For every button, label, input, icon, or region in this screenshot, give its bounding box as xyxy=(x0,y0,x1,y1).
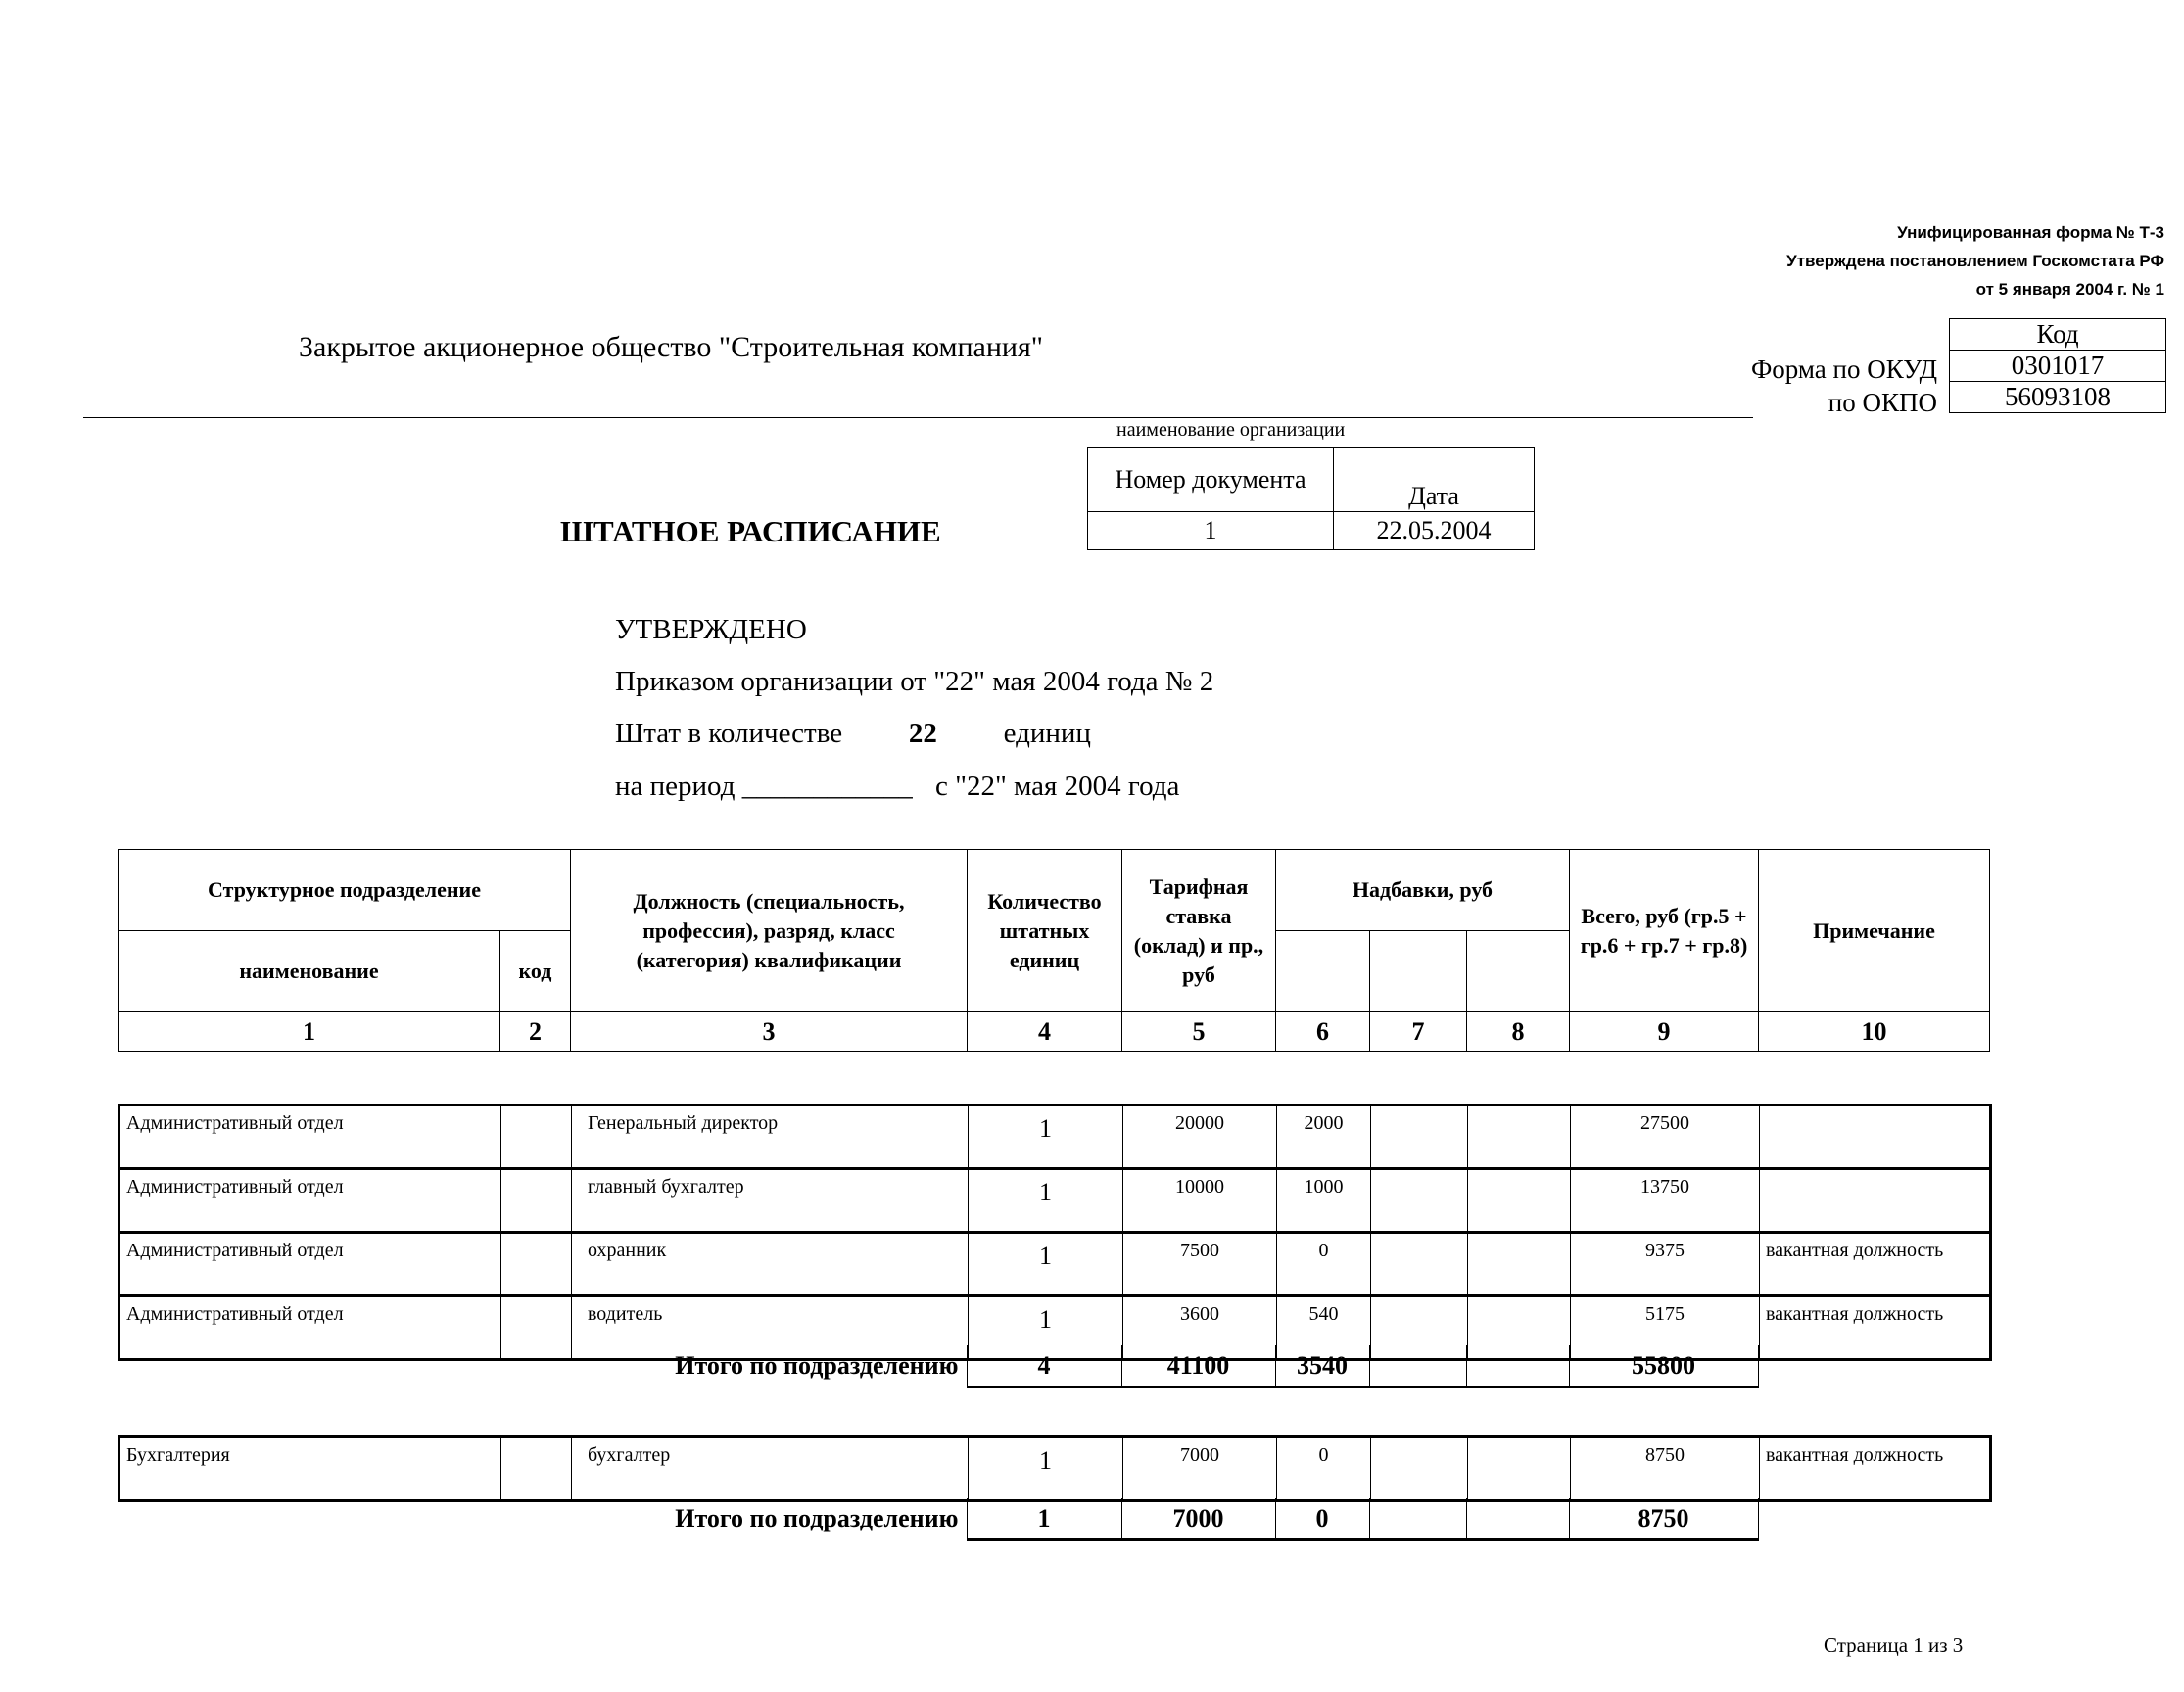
cell-allowance-7 xyxy=(1371,1169,1468,1233)
th-allowance-7 xyxy=(1370,931,1467,1012)
th-allowances: Надбавки, руб xyxy=(1276,850,1570,931)
cell-note: вакантная должность xyxy=(1760,1233,1991,1296)
col-number-3: 3 xyxy=(571,1012,968,1052)
cell-allowance-6: 1000 xyxy=(1277,1169,1371,1233)
cell-count: 1 xyxy=(969,1296,1123,1360)
doc-number-header: Номер документа xyxy=(1088,448,1334,512)
cell-code xyxy=(501,1437,572,1501)
col-number-10: 10 xyxy=(1759,1012,1990,1052)
cell-dept: Административный отдел xyxy=(119,1233,501,1296)
form-header-line3: от 5 января 2004 г. № 1 xyxy=(1975,280,2164,299)
section-1-total xyxy=(118,1345,1759,1388)
th-count: Количество штатных единиц xyxy=(968,850,1122,1012)
cell-allowance-6: 0 xyxy=(1277,1437,1371,1501)
cell-code xyxy=(501,1233,572,1296)
doc-number: 1 xyxy=(1088,512,1334,550)
cell-dept: Бухгалтерия xyxy=(119,1437,501,1501)
cell-allowance-8 xyxy=(1468,1169,1571,1233)
cell-note xyxy=(1760,1169,1991,1233)
cell-rate: 20000 xyxy=(1123,1105,1277,1169)
th-note: Примечание xyxy=(1759,850,1990,1012)
section-2-rows xyxy=(118,1435,1992,1502)
total-allowance-8 xyxy=(1466,1498,1569,1540)
table-row xyxy=(119,1233,1991,1296)
cell-total: 8750 xyxy=(1571,1437,1760,1501)
cell-position: Генеральный директор xyxy=(572,1105,969,1169)
cell-allowance-7 xyxy=(1371,1105,1468,1169)
th-struct-unit: Структурное подразделение xyxy=(119,850,571,931)
cell-dept: Административный отдел xyxy=(119,1296,501,1360)
cell-code xyxy=(501,1105,572,1169)
col-number-4: 4 xyxy=(968,1012,1122,1052)
cell-count: 1 xyxy=(969,1233,1123,1296)
form-header-line1: Унифицированная форма № Т-3 xyxy=(1897,223,2164,242)
organization-name: Закрытое акционерное общество "Строительная компания" xyxy=(299,331,1044,363)
page-number: Страница 1 из 3 xyxy=(1824,1633,1964,1657)
okud-label: Форма по ОКУД xyxy=(1750,354,1937,384)
cell-total: 27500 xyxy=(1571,1105,1760,1169)
cell-allowance-7 xyxy=(1371,1233,1468,1296)
okud-value: 0301017 xyxy=(1950,351,2166,382)
cell-count: 1 xyxy=(969,1169,1123,1233)
approved-label: УТВЕРЖДЕНО xyxy=(615,614,807,645)
staff-line xyxy=(615,718,1091,750)
total-count: 1 xyxy=(967,1498,1121,1540)
total-allowance-7 xyxy=(1369,1498,1466,1540)
section-1-rows xyxy=(118,1104,1992,1361)
table-row xyxy=(119,1169,1991,1233)
cell-dept: Административный отдел xyxy=(119,1105,501,1169)
cell-allowance-6: 2000 xyxy=(1277,1105,1371,1169)
th-position: Должность (специальность, профессия), разряд, класс (категория) квалификации xyxy=(571,850,968,1012)
cell-allowance-8 xyxy=(1468,1233,1571,1296)
period-blank: ____________ xyxy=(741,771,913,802)
total-row xyxy=(118,1345,1758,1387)
th-code: код xyxy=(500,931,571,1012)
codes-header: Код xyxy=(1950,319,2166,351)
cell-position: водитель xyxy=(572,1296,969,1360)
cell-note: вакантная должность xyxy=(1760,1437,1991,1501)
table-row xyxy=(119,1105,1991,1169)
cell-allowance-8 xyxy=(1468,1105,1571,1169)
total-allowance-7 xyxy=(1369,1345,1466,1387)
total-row xyxy=(118,1498,1758,1540)
total-label: Итого по подразделению xyxy=(675,1351,959,1381)
col-number-9: 9 xyxy=(1570,1012,1759,1052)
organization-caption: наименование организации xyxy=(1116,419,1346,441)
cell-allowance-8 xyxy=(1468,1437,1571,1501)
cell-position: бухгалтер xyxy=(572,1437,969,1501)
staff-prefix: Штат в количестве xyxy=(615,718,843,749)
total-rate: 41100 xyxy=(1121,1345,1275,1387)
col-number-2: 2 xyxy=(500,1012,571,1052)
total-sum: 55800 xyxy=(1569,1345,1758,1387)
th-rate: Тарифная ставка (оклад) и пр., руб xyxy=(1122,850,1276,1012)
doc-date: 22.05.2004 xyxy=(1334,512,1535,550)
section-2-total xyxy=(118,1498,1759,1541)
cell-note: вакантная должность xyxy=(1760,1296,1991,1360)
cell-rate: 7000 xyxy=(1123,1437,1277,1501)
doc-date-header: Дата xyxy=(1334,448,1535,512)
document-title: ШТАТНОЕ РАСПИСАНИЕ xyxy=(560,514,941,548)
organization-underline xyxy=(83,417,1753,418)
okpo-value: 56093108 xyxy=(1950,382,2166,413)
cell-count: 1 xyxy=(969,1437,1123,1501)
th-allowance-6 xyxy=(1276,931,1370,1012)
cell-total: 9375 xyxy=(1571,1233,1760,1296)
col-number-1: 1 xyxy=(119,1012,500,1052)
cell-allowance-6: 540 xyxy=(1277,1296,1371,1360)
th-name: наименование xyxy=(119,931,500,1012)
period-prefix: на период xyxy=(615,771,736,802)
cell-rate: 3600 xyxy=(1123,1296,1277,1360)
total-sum: 8750 xyxy=(1569,1498,1758,1540)
cell-position: охранник xyxy=(572,1233,969,1296)
cell-allowance-7 xyxy=(1371,1437,1468,1501)
period-suffix: с "22" мая 2004 года xyxy=(934,771,1180,802)
codes-table xyxy=(1949,318,2166,413)
cell-note xyxy=(1760,1105,1991,1169)
cell-allowance-6: 0 xyxy=(1277,1233,1371,1296)
okpo-label: по ОКПО xyxy=(1828,388,1937,417)
col-number-6: 6 xyxy=(1276,1012,1370,1052)
document-box xyxy=(1087,447,1535,550)
staff-count: 22 xyxy=(908,718,937,749)
cell-rate: 10000 xyxy=(1123,1169,1277,1233)
total-label: Итого по подразделению xyxy=(675,1504,959,1533)
total-allowance-6: 3540 xyxy=(1275,1345,1369,1387)
col-number-7: 7 xyxy=(1370,1012,1467,1052)
total-allowance-6: 0 xyxy=(1275,1498,1369,1540)
staff-table-header xyxy=(118,849,1990,1052)
total-allowance-8 xyxy=(1466,1345,1569,1387)
col-number-5: 5 xyxy=(1122,1012,1276,1052)
cell-count: 1 xyxy=(969,1105,1123,1169)
cell-code xyxy=(501,1169,572,1233)
th-allowance-8 xyxy=(1467,931,1570,1012)
period-line xyxy=(615,771,1179,803)
cell-total: 5175 xyxy=(1571,1296,1760,1360)
approval-order: Приказом организации от "22" мая 2004 года № 2 xyxy=(615,666,1214,697)
cell-total: 13750 xyxy=(1571,1169,1760,1233)
staff-suffix: единиц xyxy=(1003,718,1091,749)
total-count: 4 xyxy=(967,1345,1121,1387)
cell-rate: 7500 xyxy=(1123,1233,1277,1296)
total-rate: 7000 xyxy=(1121,1498,1275,1540)
form-header-line2: Утверждена постановлением Госкомстата РФ xyxy=(1786,252,2164,270)
th-total: Всего, руб (гр.5 + гр.6 + гр.7 + гр.8) xyxy=(1570,850,1759,1012)
table-row xyxy=(119,1437,1991,1501)
col-number-8: 8 xyxy=(1467,1012,1570,1052)
cell-dept: Административный отдел xyxy=(119,1169,501,1233)
cell-position: главный бухгалтер xyxy=(572,1169,969,1233)
